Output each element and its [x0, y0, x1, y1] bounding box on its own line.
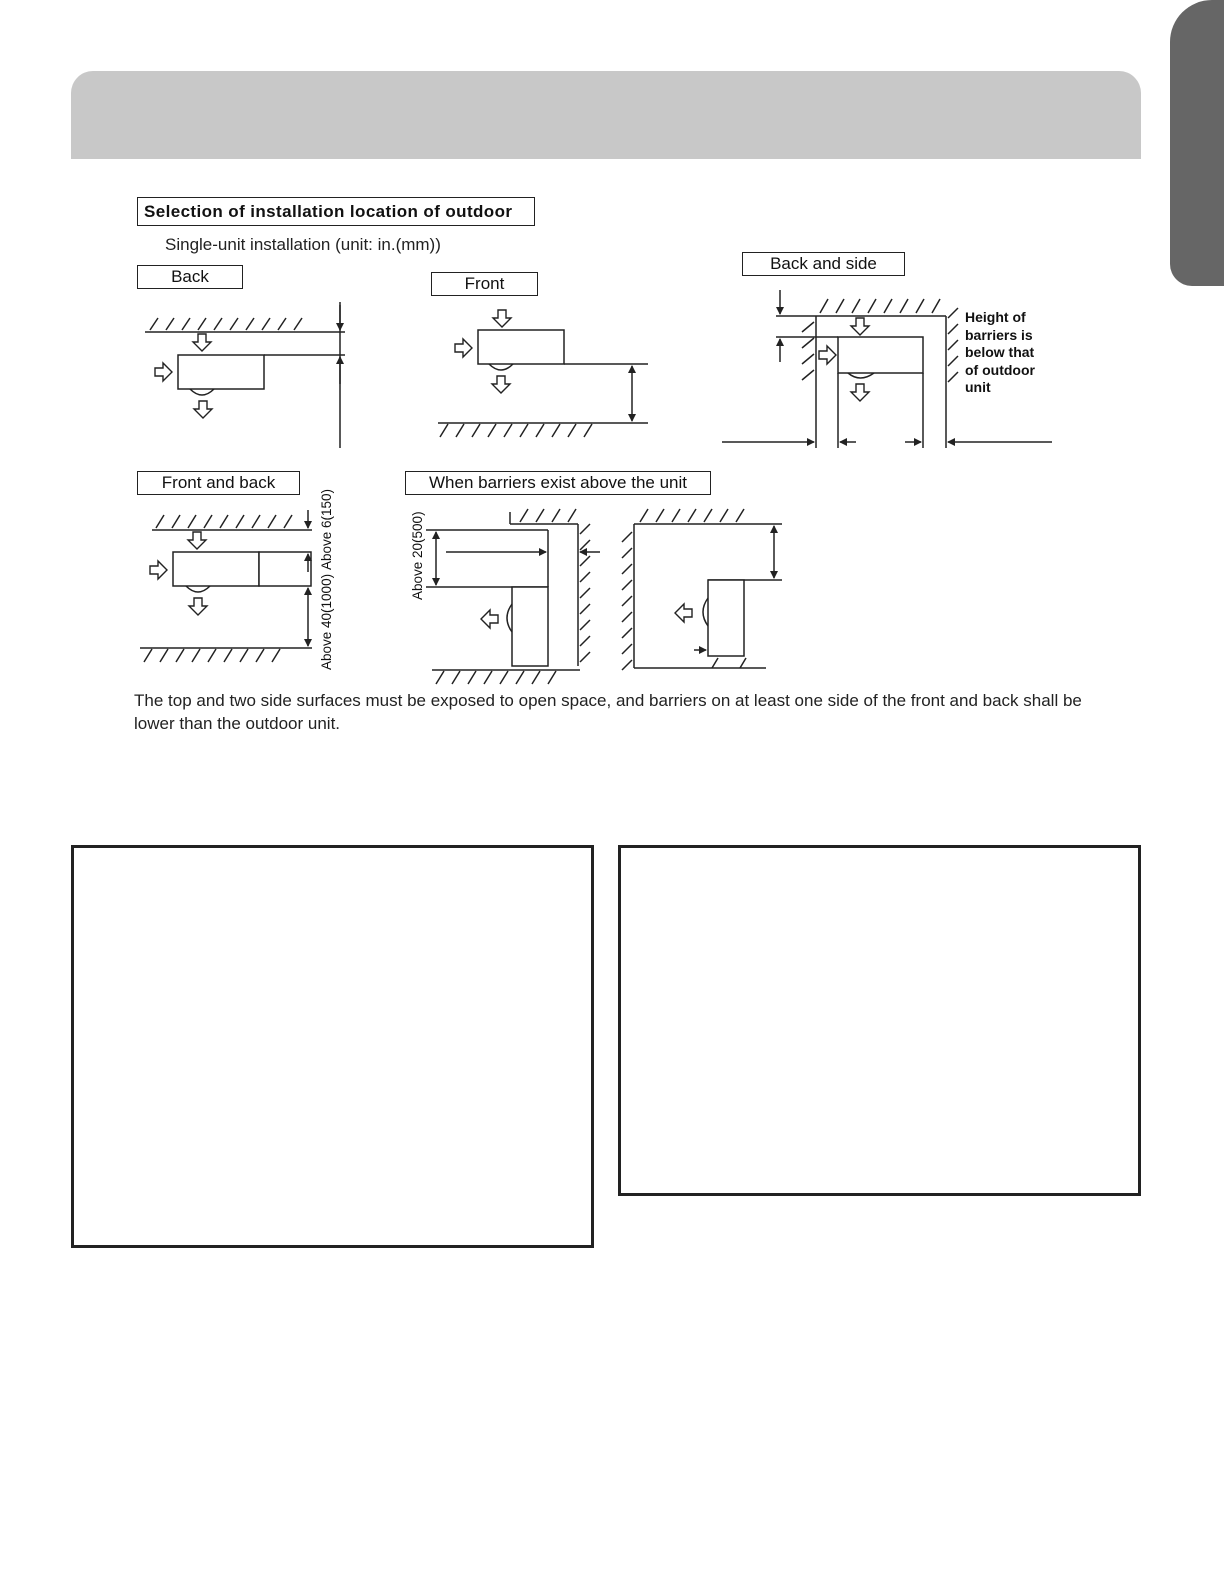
height-note-line-3: below that: [965, 344, 1035, 360]
back-diagram: [145, 302, 345, 448]
dim-above-40: Above 40(1000): [319, 573, 334, 670]
content-box-right: [618, 845, 1141, 1196]
barriers-above-right-diagram: [622, 509, 782, 670]
content-box-left: [71, 845, 594, 1248]
unit-subtitle: Single-unit installation (unit: in.(mm)): [165, 235, 441, 254]
label-back: Back: [137, 265, 243, 289]
height-note-line-5: unit: [965, 379, 991, 395]
height-note: [965, 309, 1036, 395]
height-note-line-4: of outdoor: [965, 362, 1035, 378]
clearance-note: The top and two side surfaces must be exposed to open space, and barriers on at least one side of the front and back shall be lower than the outdoor unit.: [134, 691, 1082, 733]
label-back-and-side: Back and side: [742, 252, 905, 276]
dim-above-6: Above 6(150): [319, 488, 334, 570]
label-front: Front: [431, 272, 538, 296]
height-note-line-1: Height of: [965, 309, 1026, 325]
dim-above-20: Above 20(500): [410, 511, 425, 600]
installation-clearance-diagram: [0, 0, 1224, 760]
label-front-and-back: Front and back: [137, 471, 300, 495]
front-and-back-diagram: [140, 510, 312, 662]
height-note-line-2: barriers is: [965, 327, 1033, 343]
barriers-above-left-diagram: [426, 509, 600, 684]
section-title: Selection of installation location of outdoor: [137, 197, 535, 226]
label-barriers-above: When barriers exist above the unit: [405, 471, 711, 495]
